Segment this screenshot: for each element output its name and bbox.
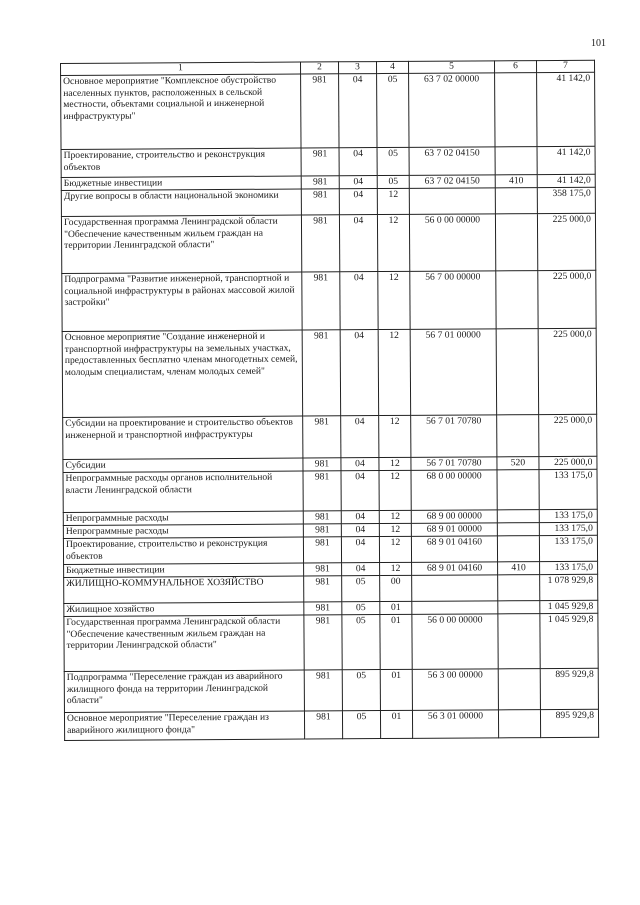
table-row [64,709,598,740]
table-row [61,72,595,149]
col-target-article: 63 7 02 04150 [409,175,495,189]
col-amount: 225 000,0 [539,414,597,456]
col-amount: 41 142,0 [537,72,595,146]
col-amount: 895 929,8 [540,668,598,709]
table-row [62,328,597,417]
col-section: 05 [342,602,380,615]
col-expense-type [495,188,537,214]
col-ministry: 981 [303,511,341,524]
col-subsection: 05 [377,73,409,147]
row-name: Государственная программа Ленинградской области "Обеспечение качественным жильем граждан на территории Ленинградской области" [64,615,304,671]
header-cell: 5 [408,61,494,74]
col-expense-type [498,669,540,710]
col-section: 04 [341,537,379,563]
col-amount: 41 142,0 [537,174,595,187]
col-amount: 225 000,0 [539,456,597,469]
col-ministry: 981 [303,537,341,563]
col-ministry: 981 [303,458,341,471]
table-row [61,146,595,177]
col-target-article [412,575,498,602]
col-amount: 133 175,0 [539,522,597,535]
col-amount: 41 142,0 [537,146,595,174]
row-name: Субсидии на проектирование и строительство объектов инженерной и транспортной инфраструктуры [63,416,303,459]
col-ministry: 981 [304,576,342,602]
col-ministry: 981 [303,524,341,537]
col-amount: 225 000,0 [538,270,596,328]
col-subsection: 05 [377,147,409,175]
col-section: 04 [339,74,377,148]
col-expense-type: 410 [498,562,540,575]
col-section: 04 [339,176,377,189]
row-name: Непрограммные расходы [63,511,303,525]
col-ministry: 981 [304,615,342,670]
col-section: 05 [342,576,380,602]
table-row [63,535,597,564]
col-subsection: 12 [380,562,412,575]
col-ministry: 981 [304,670,342,711]
col-expense-type [496,329,539,415]
col-section: 04 [341,511,379,524]
col-target-article [412,601,498,615]
col-ministry: 981 [301,74,339,148]
col-target-article [409,188,495,215]
col-section: 04 [340,330,379,416]
row-name: Бюджетные инвестиции [61,176,301,190]
col-amount: 358 175,0 [537,187,595,213]
col-subsection: 12 [379,415,411,457]
col-ministry: 981 [301,215,339,272]
col-amount: 1 045 929,8 [540,613,598,668]
col-expense-type [497,415,539,457]
col-amount: 895 929,8 [540,709,598,737]
row-name: Подпрограмма "Развитие инженерной, транспортной и социальной инфраструктуры в районах массовой жилой застройки" [62,272,302,331]
col-expense-type [497,510,539,523]
col-expense-type [498,710,540,738]
row-name: Бюджетные инвестиции [64,563,304,577]
row-name: Жилищное хозяйство [64,602,304,616]
col-expense-type [495,147,537,175]
col-subsection: 12 [378,329,411,415]
col-expense-type: 520 [497,457,539,470]
row-name: Основное мероприятие "Переселение граждан из аварийного жилищного фонда" [64,711,304,740]
col-ministry: 981 [302,272,340,330]
col-subsection: 12 [379,510,411,523]
col-subsection: 12 [379,523,411,536]
col-amount: 133 175,0 [540,561,598,574]
col-ministry: 981 [304,711,342,739]
table-row [62,270,596,331]
table-row [64,574,598,603]
row-name: Другие вопросы в области национальной экономики [61,189,301,216]
col-ministry: 981 [304,602,342,615]
col-target-article: 63 7 02 00000 [409,73,495,148]
col-expense-type [496,271,538,329]
col-amount: 225 000,0 [537,213,595,270]
col-target-article: 68 0 00 00000 [411,470,497,511]
col-ministry: 981 [303,416,341,458]
col-target-article: 63 7 02 04150 [409,147,495,176]
col-section: 04 [342,563,380,576]
col-expense-type [495,73,537,147]
col-target-article: 68 9 00 00000 [411,510,497,524]
header-cell: 4 [376,61,408,73]
table-row [64,613,598,671]
col-amount: 1 078 929,8 [540,574,598,600]
header-cell: 3 [338,62,376,74]
col-target-article: 56 3 00 00000 [412,669,498,711]
row-name: Субсидии [63,458,303,472]
col-ministry: 981 [301,148,339,176]
row-name: Непрограммные расходы органов исполнительной власти Ленинградской области [63,471,303,512]
table-row [63,414,597,459]
col-section: 05 [342,615,380,670]
col-section: 04 [341,458,379,471]
col-section: 05 [342,670,380,711]
col-expense-type: 410 [495,175,537,188]
col-expense-type [498,614,540,669]
row-name: Государственная программа Ленинградской области "Обеспечение качественным жильем граждан на территории Ленинградской области" [61,215,301,273]
col-subsection: 12 [379,470,411,510]
col-target-article: 56 0 00 00000 [409,214,495,272]
col-section: 04 [341,416,379,458]
col-amount: 133 175,0 [539,509,597,522]
col-subsection: 05 [377,175,409,188]
col-subsection: 12 [378,271,410,329]
col-expense-type [497,470,539,510]
col-subsection: 12 [379,536,411,562]
col-expense-type [497,536,539,562]
page-number: 101 [591,38,606,49]
col-amount: 133 175,0 [539,535,597,561]
col-section: 04 [339,148,377,176]
col-section: 04 [341,471,379,511]
header-cell: 7 [536,60,594,72]
col-target-article: 56 3 01 00000 [412,710,498,739]
col-subsection: 12 [377,214,409,271]
col-subsection: 01 [380,710,412,738]
col-subsection: 01 [380,614,412,669]
table-row [61,213,595,273]
col-subsection: 01 [380,669,412,710]
budget-table [60,60,599,741]
col-target-article: 56 7 00 00000 [410,271,496,330]
table-row [64,668,598,712]
table-row [61,187,595,216]
col-section: 04 [341,524,379,537]
col-section: 04 [339,189,377,215]
col-expense-type [497,523,539,536]
col-section: 04 [339,215,377,272]
col-target-article: 56 7 01 00000 [410,329,497,416]
row-name: ЖИЛИЩНО-КОММУНАЛЬНОЕ ХОЗЯЙСТВО [64,576,304,603]
col-target-article: 68 9 01 04160 [412,562,498,576]
table-row [63,469,597,512]
header-cell: 6 [494,61,536,73]
row-name: Основное мероприятие "Создание инженерной и транспортной инфраструктуры на земельных участках, предоставленных бесплатно членам многодетных семей, молодым специалистам, членам молодых семей" [62,330,303,417]
col-target-article: 56 0 00 00000 [412,614,498,670]
col-section: 05 [342,711,380,739]
col-expense-type [498,601,540,614]
col-subsection: 12 [379,457,411,470]
row-name: Непрограммные расходы [63,524,303,538]
header-cell: 2 [300,62,338,74]
row-name: Проектирование, строительство и реконструкция объектов [61,148,301,177]
col-subsection: 00 [380,575,412,601]
col-subsection: 12 [377,188,409,214]
col-expense-type [498,575,540,601]
col-ministry: 981 [301,176,339,189]
header-cell: 1 [61,62,301,75]
col-target-article: 68 9 01 00000 [411,523,497,537]
row-name: Проектирование, строительство и реконструкция объектов [63,537,303,564]
col-ministry: 981 [303,471,341,511]
col-expense-type [495,214,537,271]
col-ministry: 981 [301,189,339,215]
col-ministry: 981 [304,563,342,576]
row-name: Основное мероприятие "Комплексное обустройство населенных пунктов, расположенных в сельской местности, объектами социальной и инженерной инфраструктуры" [61,74,301,149]
col-section: 04 [340,272,378,330]
col-amount: 1 045 929,8 [540,600,598,613]
col-subsection: 01 [380,601,412,614]
col-target-article: 56 7 01 70780 [411,457,497,471]
row-name: Подпрограмма "Переселение граждан из аварийного жилищного фонда на территории Ленинградской области" [64,670,304,712]
col-amount: 225 000,0 [538,328,597,414]
col-ministry: 981 [302,330,341,416]
col-target-article: 68 9 01 04160 [411,536,497,563]
col-target-article: 56 7 01 70780 [411,415,497,458]
col-amount: 133 175,0 [539,469,597,509]
